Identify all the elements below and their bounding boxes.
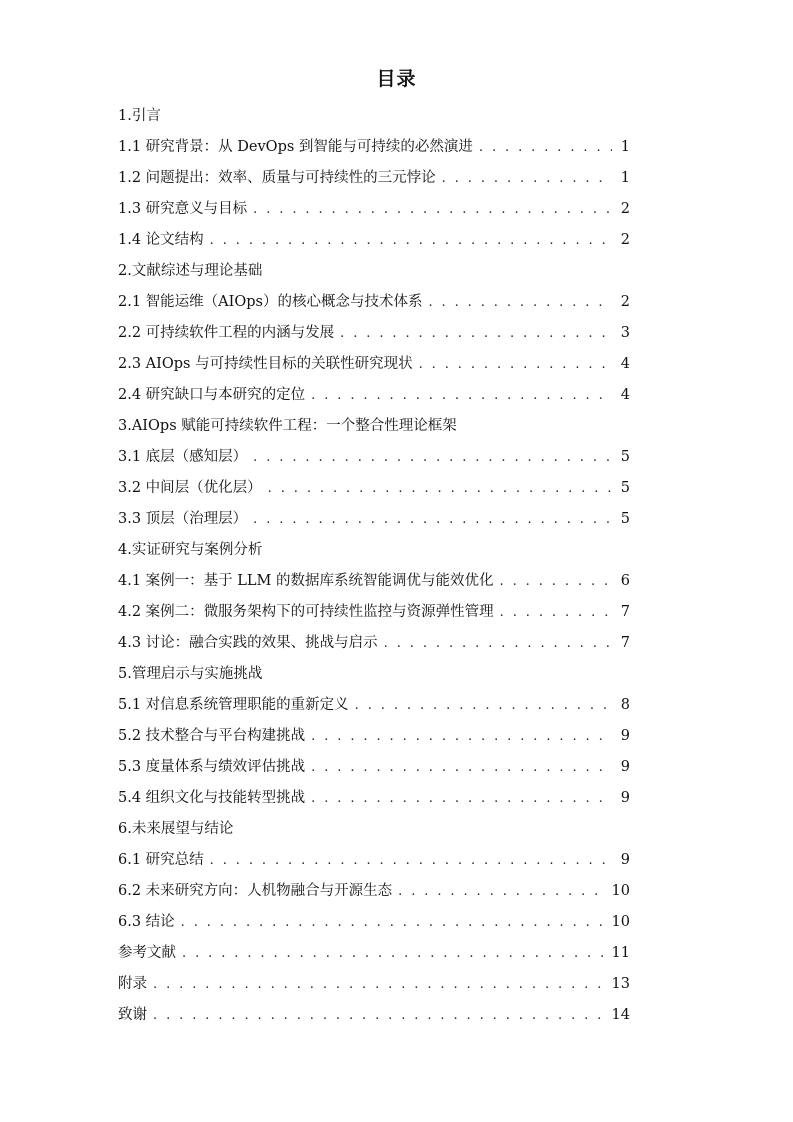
toc-entry-text: 4.实证研究与案例分析 <box>118 542 263 558</box>
toc-dot-leader <box>311 783 612 814</box>
toc-dot-leader <box>428 287 612 318</box>
toc-page-number: 14 <box>611 1007 630 1023</box>
toc-dot-leader <box>153 1000 606 1031</box>
toc-entry-text: 5.2 技术整合与平台构建挑战 <box>118 728 306 744</box>
toc-dot-leader <box>355 690 612 721</box>
toc-page-number: 9 <box>620 728 630 744</box>
toc-entry[interactable] <box>118 783 630 814</box>
toc-entry-text: 5.1 对信息系统管理职能的重新定义 <box>118 697 349 713</box>
toc-dot-leader <box>384 628 612 659</box>
toc-entry[interactable] <box>118 318 630 349</box>
toc-entry-text: 6.2 未来研究方向：人机物融合与开源生态 <box>118 883 393 899</box>
toc-entry-text: 4.2 案例二：微服务架构下的可持续性监控与资源弹性管理 <box>118 604 494 620</box>
toc-dot-leader <box>340 318 612 349</box>
toc-entry-text: 4.1 案例一：基于 LLM 的数据库系统智能调优与能效优化 <box>118 573 494 589</box>
toc-entry-text: 5.4 组织文化与技能转型挑战 <box>118 790 306 806</box>
toc-entry[interactable] <box>118 752 630 783</box>
toc-entry[interactable] <box>118 938 630 969</box>
toc-title: 目录 <box>376 68 417 90</box>
toc-entry-text: 1.2 问题提出：效率、质量与可持续性的三元悖论 <box>118 170 436 186</box>
toc-chapter-heading[interactable] <box>118 411 630 442</box>
toc-entry-text: 致谢 <box>118 1007 147 1023</box>
toc-entry[interactable] <box>118 132 630 163</box>
toc-dot-leader <box>419 349 612 380</box>
toc-entry-text: 2.3 AIOps 与可持续性目标的关联性研究现状 <box>118 356 413 372</box>
toc-dot-leader <box>500 566 613 597</box>
toc-entry[interactable] <box>118 380 630 411</box>
toc-entry-text: 2.2 可持续软件工程的内涵与发展 <box>118 325 335 341</box>
toc-entry[interactable] <box>118 194 630 225</box>
toc-dot-leader <box>253 504 612 535</box>
toc-entry[interactable] <box>118 1000 630 1031</box>
toc-chapter-heading[interactable] <box>118 256 630 287</box>
toc-entry[interactable] <box>118 628 630 659</box>
toc-entry[interactable] <box>118 597 630 628</box>
toc-dot-leader <box>479 132 612 163</box>
toc-dot-leader <box>182 938 606 969</box>
toc-dot-leader <box>253 194 612 225</box>
toc-chapter-heading[interactable] <box>118 535 630 566</box>
toc-dot-leader <box>210 225 612 256</box>
toc-page-number: 2 <box>620 232 630 248</box>
toc-entry-text: 6.3 结论 <box>118 914 175 930</box>
toc-chapter-heading[interactable] <box>118 814 630 845</box>
toc-page-number: 6 <box>620 573 630 589</box>
toc-page-number: 3 <box>620 325 630 341</box>
toc-dot-leader <box>500 597 612 628</box>
toc-list <box>118 101 630 1031</box>
toc-entry[interactable] <box>118 907 630 938</box>
toc-page-number: 13 <box>611 976 630 992</box>
toc-entry[interactable] <box>118 721 630 752</box>
toc-dot-leader <box>311 380 612 411</box>
toc-entry[interactable] <box>118 349 630 380</box>
toc-dot-leader <box>253 442 612 473</box>
toc-chapter-heading[interactable] <box>118 101 630 132</box>
toc-page-number: 5 <box>620 511 630 527</box>
toc-page-number: 9 <box>620 852 630 868</box>
toc-page-number: 9 <box>620 790 630 806</box>
toc-page-number: 4 <box>620 356 630 372</box>
toc-entry[interactable] <box>118 566 630 597</box>
toc-entry-text: 6.1 研究总结 <box>118 852 204 868</box>
toc-page-number: 10 <box>611 883 630 899</box>
toc-page-number: 5 <box>620 480 630 496</box>
toc-entry[interactable] <box>118 287 630 318</box>
toc-entry[interactable] <box>118 504 630 535</box>
toc-entry-text: 5.管理启示与实施挑战 <box>118 666 263 682</box>
toc-entry-text: 5.3 度量体系与绩效评估挑战 <box>118 759 306 775</box>
toc-entry-text: 附录 <box>118 976 147 992</box>
toc-entry-text: 3.1 底层（感知层） <box>118 449 248 465</box>
toc-entry-text: 2.4 研究缺口与本研究的定位 <box>118 387 306 403</box>
toc-entry-text: 2.文献综述与理论基础 <box>118 263 263 279</box>
toc-dot-leader <box>311 721 612 752</box>
toc-entry-text: 3.2 中间层（优化层） <box>118 480 262 496</box>
toc-entry-text: 3.3 顶层（治理层） <box>118 511 248 527</box>
toc-page-number: 7 <box>620 635 630 651</box>
toc-page-number: 1 <box>620 139 630 155</box>
toc-page-number: 10 <box>611 914 630 930</box>
toc-entry[interactable] <box>118 473 630 504</box>
toc-chapter-heading[interactable] <box>118 659 630 690</box>
toc-page-number: 9 <box>620 759 630 775</box>
toc-entry[interactable] <box>118 163 630 194</box>
toc-entry[interactable] <box>118 442 630 473</box>
toc-entry-text: 6.未来展望与结论 <box>118 821 234 837</box>
toc-dot-leader <box>153 969 606 1000</box>
toc-dot-leader <box>181 907 606 938</box>
toc-entry[interactable] <box>118 969 630 1000</box>
toc-entry-text: 2.1 智能运维（AIOps）的核心概念与技术体系 <box>118 294 423 310</box>
toc-entry[interactable] <box>118 876 630 907</box>
toc-entry-text: 参考文献 <box>118 945 176 961</box>
toc-entry-text: 1.4 论文结构 <box>118 232 204 248</box>
toc-page-number: 5 <box>620 449 630 465</box>
toc-dot-leader <box>398 876 605 907</box>
toc-page-number: 11 <box>611 945 630 961</box>
toc-page-number: 2 <box>620 201 630 217</box>
toc-entry-text: 1.引言 <box>118 108 161 124</box>
toc-entry[interactable] <box>118 845 630 876</box>
toc-entry-text: 4.3 讨论：融合实践的效果、挑战与启示 <box>118 635 378 651</box>
toc-entry[interactable] <box>118 690 630 721</box>
toc-dot-leader <box>210 845 612 876</box>
toc-entry-text: 1.1 研究背景：从 DevOps 到智能与可持续的必然演进 <box>118 139 473 155</box>
toc-dot-leader <box>268 473 612 504</box>
toc-page-number: 1 <box>620 170 630 186</box>
toc-entry-text: 3.AIOps 赋能可持续软件工程：一个整合性理论框架 <box>118 418 457 434</box>
toc-page-number: 4 <box>620 387 630 403</box>
toc-entry[interactable] <box>118 225 630 256</box>
toc-page-number: 7 <box>620 604 630 620</box>
toc-dot-leader <box>442 163 612 194</box>
toc-page-number: 2 <box>620 294 630 310</box>
toc-dot-leader <box>311 752 612 783</box>
toc-entry-text: 1.3 研究意义与目标 <box>118 201 248 217</box>
toc-page-number: 8 <box>620 697 630 713</box>
